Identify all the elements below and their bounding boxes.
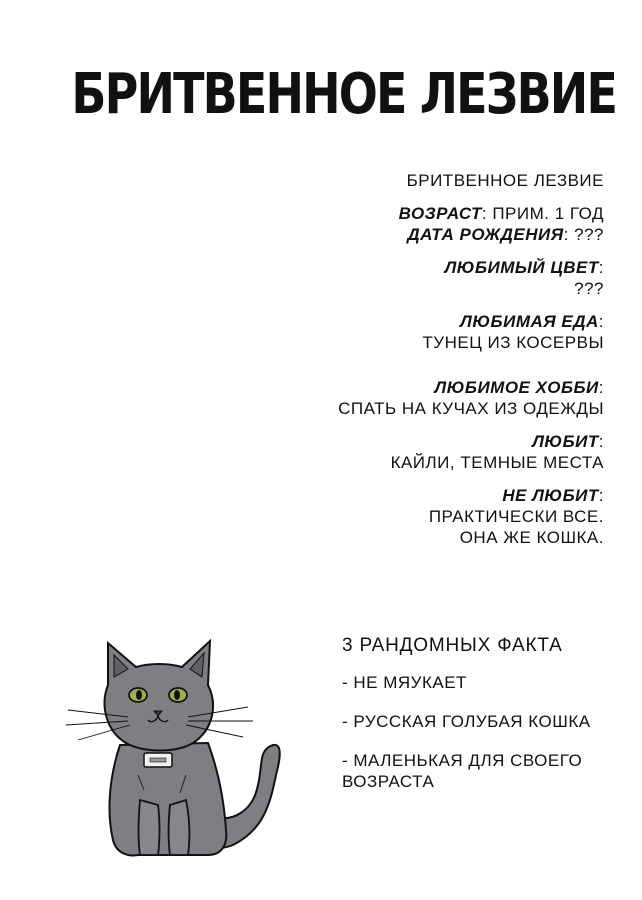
facts-heading: 3 РАНДОМНЫХ ФАКТА	[342, 635, 563, 656]
favorite-food-label: ЛЮБИМАЯ ЕДА	[460, 312, 599, 331]
cat-head	[105, 641, 213, 751]
page-title: БРИТВЕННОЕ ЛЕЗВИЕ	[71, 61, 616, 127]
favorite-hobby-label: ЛЮБИМОЕ ХОББИ	[434, 378, 599, 397]
birthday-label: ДАТА РОЖДЕНИЯ	[407, 225, 564, 244]
favorite-hobby-block: ЛЮБИМОЕ ХОББИ: СПАТЬ НА КУЧАХ ИЗ ОДЕЖДЫ	[204, 377, 604, 419]
likes-value: КАЙЛИ, ТЕМНЫЕ МЕСТА	[390, 453, 604, 472]
birthday-value: ???	[574, 225, 604, 244]
fact-item: - МАЛЕНЬКАЯ ДЛЯ СВОЕГО ВОЗРАСТА	[342, 751, 583, 791]
favorite-food-value: ТУНЕЦ ИЗ КОСЕРВЫ	[422, 333, 604, 352]
random-facts	[342, 635, 632, 810]
favorite-food-block: ЛЮБИМАЯ ЕДА: ТУНЕЦ ИЗ КОСЕРВЫ	[204, 311, 604, 353]
favorite-color-value: ???	[574, 279, 604, 298]
cat-illustration	[58, 625, 308, 865]
dislikes-block: НЕ ЛЮБИТ: ПРАКТИЧЕСКИ ВСЕ. ОНА ЖЕ КОШКА.	[204, 485, 604, 548]
dislikes-value-line1: ПРАКТИЧЕСКИ ВСЕ.	[428, 507, 604, 526]
dislikes-value-line2: ОНА ЖЕ КОШКА.	[459, 528, 604, 547]
birthday-row: ДАТА РОЖДЕНИЯ: ???	[407, 225, 604, 244]
likes-block: ЛЮБИТ: КАЙЛИ, ТЕМНЫЕ МЕСТА	[204, 431, 604, 473]
fact-item: - РУССКАЯ ГОЛУБАЯ КОШКА	[342, 712, 591, 731]
dislikes-label: НЕ ЛЮБИТ	[502, 486, 599, 505]
age-row: ВОЗРАСТ: ПРИМ. 1 ГОД	[398, 204, 604, 223]
profile-info	[204, 170, 604, 560]
fact-item: - НЕ МЯУКАЕТ	[342, 673, 467, 692]
age-value: ПРИМ. 1 ГОД	[492, 204, 604, 223]
favorite-hobby-value: СПАТЬ НА КУЧАХ ИЗ ОДЕЖДЫ	[338, 399, 604, 418]
favorite-color-label: ЛЮБИМЫЙ ЦВЕТ	[444, 258, 599, 277]
likes-label: ЛЮБИТ	[532, 432, 599, 451]
age-birthday-block	[204, 203, 604, 245]
age-label: ВОЗРАСТ	[398, 204, 482, 223]
profile-name: БРИТВЕННОЕ ЛЕЗВИЕ	[406, 171, 604, 190]
favorite-color-block: ЛЮБИМЫЙ ЦВЕТ: ???	[204, 257, 604, 299]
